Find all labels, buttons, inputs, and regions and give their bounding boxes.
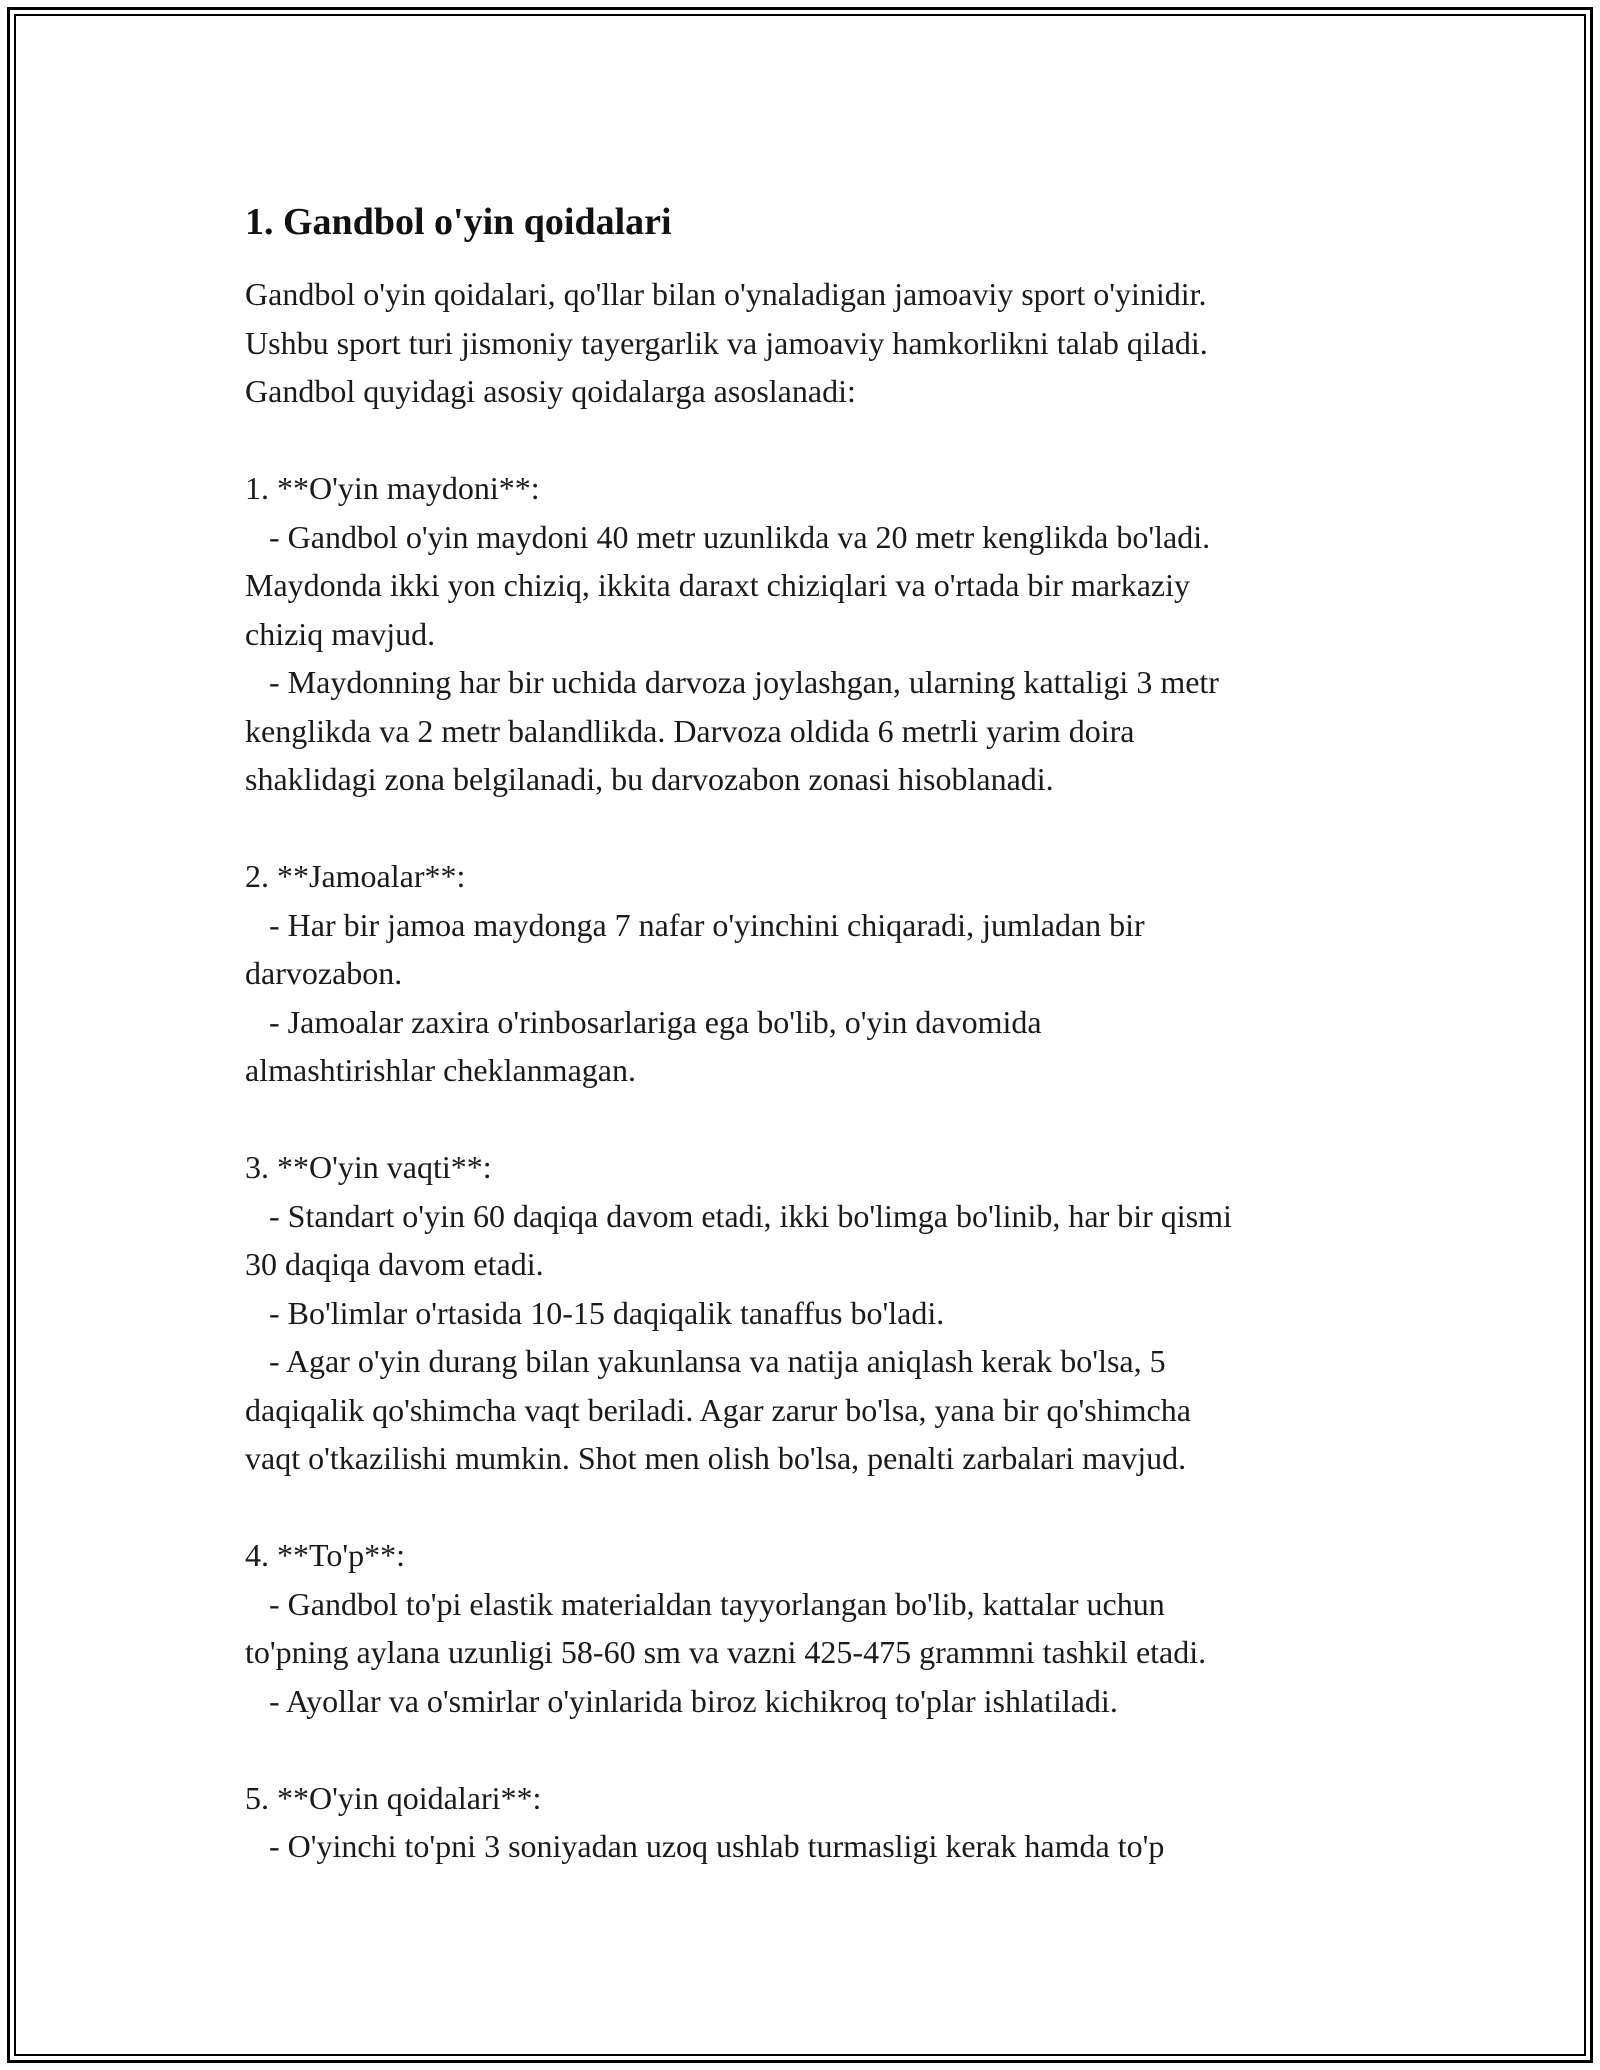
section-line: almashtirishlar cheklanmagan. [245,1052,636,1088]
section-line: Maydonda ikki yon chiziq, ikkita daraxt chiziqlari va o'rtada bir markaziy [245,567,1190,603]
section-line: vaqt o'tkazilishi mumkin. Shot men olish bo'lsa, penalti zarbalari mavjud. [245,1440,1187,1476]
section-heading: 4. **To'p**: [245,1537,405,1573]
intro-line: Ushbu sport turi jismoniy tayergarlik va jamoaviy hamkorlikni talab qiladi. [245,324,1208,361]
section-heading: 2. **Jamoalar**: [245,858,466,894]
section-line: - Standart o'yin 60 daqiqa davom etadi, ikki bo'limga bo'linib, har bir qismi [245,1197,1232,1234]
section-time [245,1143,1425,1483]
section-heading: 1. **O'yin maydoni**: [245,470,540,506]
section-line: daqiqalik qo'shimcha vaqt beriladi. Agar zarur bo'lsa, yana bir qo'shimcha [245,1391,1191,1428]
section-ball [245,1531,1425,1725]
section-line: - Gandbol to'pi elastik materialdan tayyorlangan bo'lib, kattalar uchun [245,1585,1165,1622]
section-heading: 5. **O'yin qoidalari**: [245,1779,542,1816]
intro-line: Gandbol quyidagi asosiy qoidalarga asoslanadi: [245,373,856,409]
section-line: - Jamoalar zaxira o'rinbosarlariga ega bo'lib, o'yin davomida [245,1003,1042,1040]
section-line: chiziq mavjud. [245,615,436,652]
section-line: - Gandbol o'yin maydoni 40 metr uzunlikda va 20 metr kenglikda bo'ladi. [245,518,1211,555]
section-line: - Maydonning har bir uchida darvoza joylashgan, ularning kattaligi 3 metr [245,664,1219,700]
document-page [7,7,1593,2063]
intro-paragraph [245,270,1425,416]
document-title: 1. Gandbol o'yin qoidalari [245,201,672,243]
section-line: to'pning aylana uzunligi 58-60 sm va vazni 425-475 grammni tashkil etadi. [245,1634,1207,1670]
intro-line: Gandbol o'yin qoidalari, qo'llar bilan o'ynaladigan jamoaviy sport o'yinidir. [245,276,1207,312]
section-line: - O'yinchi to'pni 3 soniyadan uzoq ushlab turmasligi kerak hamda to'p [245,1828,1165,1864]
section-heading: 3. **O'yin vaqti**: [245,1149,492,1185]
section-line: - Ayollar va o'smirlar o'yinlarida biroz kichikroq to'plar ishlatiladi. [245,1682,1118,1719]
document-content [245,198,1425,1871]
section-line: 30 daqiqa davom etadi. [245,1246,544,1282]
section-line: - Bo'limlar o'rtasida 10-15 daqiqalik tanaffus bo'ladi. [245,1294,945,1331]
section-rules [245,1774,1425,1871]
section-line: shaklidagi zona belgilanadi, bu darvozabon zonasi hisoblanadi. [245,761,1054,797]
section-line: darvozabon. [245,955,403,991]
section-line: kenglikda va 2 metr balandlikda. Darvoza oldida 6 metrli yarim doira [245,712,1135,749]
section-field [245,464,1425,804]
section-line: - Har bir jamoa maydonga 7 nafar o'yinchini chiqaradi, jumladan bir [245,906,1145,943]
section-line: - Agar o'yin durang bilan yakunlansa va natija aniqlash kerak bo'lsa, 5 [245,1343,1166,1379]
section-teams [245,852,1425,1095]
